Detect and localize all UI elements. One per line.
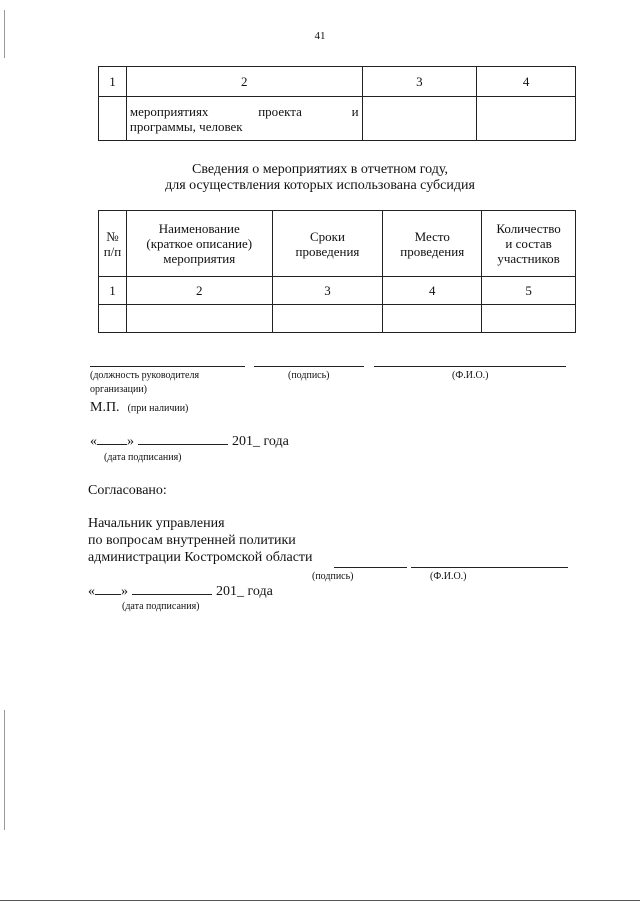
header-text: мероприятия [163, 251, 236, 266]
continuation-table [98, 66, 576, 141]
table-cell [126, 305, 272, 333]
header-name [126, 211, 272, 277]
header-text: Наименование [158, 221, 240, 236]
header-text: Место [414, 228, 450, 244]
header-dates [272, 211, 383, 277]
number-cell: 2 [126, 277, 272, 305]
header-no [99, 211, 127, 277]
table-cell [482, 305, 576, 333]
position-label-1: (должность руководителя [90, 370, 200, 381]
header-text: Количество [496, 221, 561, 236]
header-count [482, 211, 576, 277]
bottom-edge [0, 900, 640, 901]
cont-word: проекта [258, 103, 302, 119]
approval-signature-line [334, 567, 407, 568]
heading-line1: Сведения о мероприятиях в отчетном году, [192, 162, 448, 177]
header-text: проведения [400, 243, 465, 259]
cont-line2: программы, человек [129, 118, 243, 134]
date-quote: » [127, 434, 134, 449]
table-cell [383, 305, 482, 333]
table-header-row [99, 211, 576, 277]
approval-date-label: (дата подписания) [122, 601, 200, 612]
cont-word: и [351, 103, 359, 119]
header-text: участников [497, 251, 560, 266]
header-cell: 1 [99, 67, 127, 97]
approval-line1: Начальник управления [88, 516, 225, 531]
approval-line3: администрации Костромской области [88, 550, 313, 565]
table-cell [477, 97, 576, 141]
events-table [98, 210, 576, 333]
scan-mark-bottom [4, 710, 5, 830]
stamp-block [90, 398, 188, 416]
header-text: № [106, 228, 119, 244]
date-quote: « [90, 434, 97, 449]
stamp-text: М.П. [90, 400, 120, 415]
date-quote: » [121, 584, 128, 599]
cont-word: мероприятиях [129, 103, 209, 119]
signature-line [254, 366, 364, 367]
month-blank [132, 594, 212, 595]
table-cell [99, 305, 127, 333]
header-place [383, 211, 482, 277]
header-text: проведения [295, 243, 360, 259]
date-label: (дата подписания) [104, 452, 182, 463]
number-row [99, 277, 576, 305]
number-cell: 4 [383, 277, 482, 305]
table-header-row [99, 67, 576, 97]
table-row [99, 305, 576, 333]
section-heading [0, 162, 640, 194]
header-text: (краткое описание) [146, 236, 253, 251]
approval-line2: по вопросам внутренней политики [88, 533, 296, 548]
day-blank [95, 594, 121, 595]
stamp-note: (при наличии) [127, 403, 189, 414]
fio-line [374, 366, 566, 367]
position-label-2: организации) [90, 384, 148, 395]
heading-line2: для осуществления которых использована субсидия [165, 178, 475, 193]
month-blank [138, 444, 228, 445]
table-cell [99, 97, 127, 141]
day-blank [97, 444, 127, 445]
number-cell: 5 [482, 277, 576, 305]
approval-fio-label: (Ф.И.О.) [430, 571, 467, 582]
page-number: 41 [314, 30, 326, 42]
table-cell [272, 305, 383, 333]
approval-title: Согласовано: [88, 483, 167, 498]
continuation-text [126, 97, 362, 141]
table-row [99, 97, 576, 141]
header-cell: 2 [126, 67, 362, 97]
position-line [90, 366, 245, 367]
header-text: п/п [103, 243, 122, 259]
date-year: 201_ года [216, 584, 273, 599]
table-cell [362, 97, 477, 141]
date-quote: « [88, 584, 95, 599]
number-cell: 3 [272, 277, 383, 305]
date-year: 201_ года [232, 434, 289, 449]
header-cell: 3 [362, 67, 477, 97]
header-text: Сроки [309, 228, 345, 244]
fio-label: (Ф.И.О.) [452, 370, 489, 381]
approval-signature-label: (подпись) [312, 571, 354, 582]
sign-date [90, 434, 289, 450]
signature-label: (подпись) [288, 370, 330, 381]
header-text: и состав [505, 236, 552, 251]
number-cell: 1 [99, 277, 127, 305]
header-cell: 4 [477, 67, 576, 97]
approval-fio-line [411, 567, 568, 568]
approval-date [88, 584, 273, 600]
